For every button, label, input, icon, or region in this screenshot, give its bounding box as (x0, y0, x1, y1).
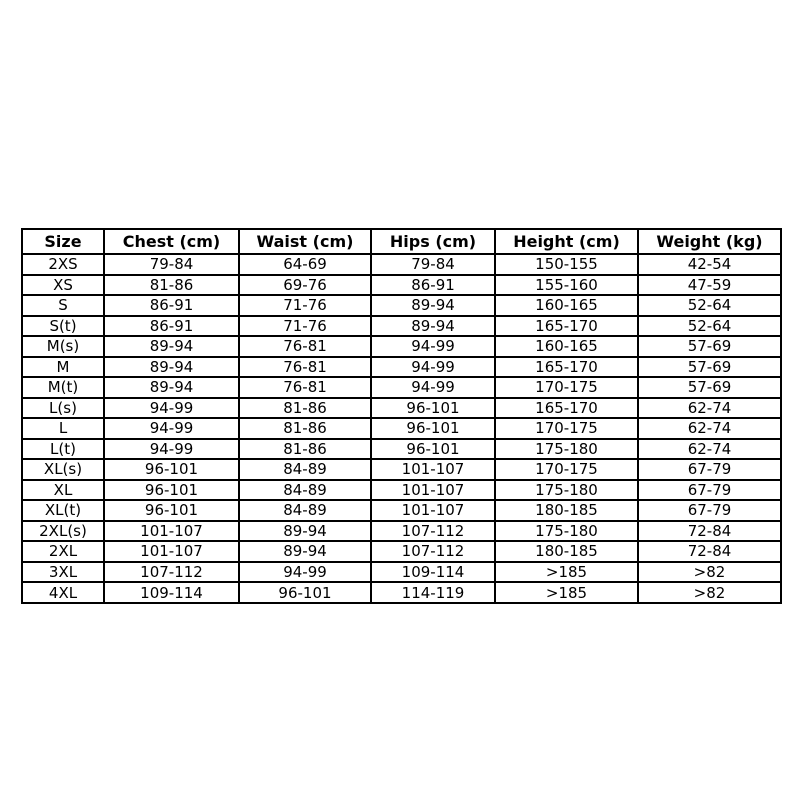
column-header-size: Size (22, 229, 104, 254)
size-label-cell: XS (22, 275, 104, 296)
measurement-cell: 84-89 (239, 500, 371, 521)
table-row (22, 254, 781, 275)
measurement-cell: 96-101 (239, 582, 371, 603)
table-row (22, 439, 781, 460)
measurement-cell: 96-101 (371, 418, 495, 439)
measurement-cell: 165-170 (495, 316, 638, 337)
measurement-cell: 94-99 (104, 418, 239, 439)
table-body (22, 254, 781, 603)
measurement-cell: 79-84 (371, 254, 495, 275)
measurement-cell: 62-74 (638, 398, 781, 419)
measurement-cell: 89-94 (104, 336, 239, 357)
table-row (22, 357, 781, 378)
column-header-height-cm: Height (cm) (495, 229, 638, 254)
table-row (22, 521, 781, 542)
measurement-cell: 96-101 (371, 439, 495, 460)
size-label-cell: 2XL (22, 541, 104, 562)
measurement-cell: 160-165 (495, 295, 638, 316)
measurement-cell: >185 (495, 562, 638, 583)
measurement-cell: 180-185 (495, 541, 638, 562)
size-label-cell: XL(s) (22, 459, 104, 480)
size-label-cell: M(s) (22, 336, 104, 357)
table-row (22, 480, 781, 501)
measurement-cell: 165-170 (495, 357, 638, 378)
measurement-cell: 76-81 (239, 357, 371, 378)
table-row (22, 398, 781, 419)
table-row (22, 541, 781, 562)
measurement-cell: >82 (638, 562, 781, 583)
size-label-cell: S(t) (22, 316, 104, 337)
table-row (22, 295, 781, 316)
measurement-cell: 94-99 (239, 562, 371, 583)
measurement-cell: 89-94 (371, 316, 495, 337)
measurement-cell: 89-94 (104, 357, 239, 378)
measurement-cell: 96-101 (104, 480, 239, 501)
measurement-cell: >82 (638, 582, 781, 603)
measurement-cell: 76-81 (239, 336, 371, 357)
size-label-cell: 4XL (22, 582, 104, 603)
table-row (22, 275, 781, 296)
table-row (22, 316, 781, 337)
size-label-cell: XL (22, 480, 104, 501)
measurement-cell: 81-86 (104, 275, 239, 296)
measurement-cell: 94-99 (371, 377, 495, 398)
size-label-cell: S (22, 295, 104, 316)
measurement-cell: 94-99 (371, 357, 495, 378)
measurement-cell: 175-180 (495, 480, 638, 501)
size-label-cell: XL(t) (22, 500, 104, 521)
measurement-cell: 170-175 (495, 377, 638, 398)
measurement-cell: 175-180 (495, 439, 638, 460)
measurement-cell: 67-79 (638, 500, 781, 521)
measurement-cell: 89-94 (239, 521, 371, 542)
header-row (22, 229, 781, 254)
size-label-cell: 2XS (22, 254, 104, 275)
measurement-cell: 101-107 (104, 521, 239, 542)
measurement-cell: 64-69 (239, 254, 371, 275)
column-header-hips-cm: Hips (cm) (371, 229, 495, 254)
size-chart-table (21, 228, 782, 604)
measurement-cell: 67-79 (638, 459, 781, 480)
measurement-cell: 81-86 (239, 418, 371, 439)
measurement-cell: 76-81 (239, 377, 371, 398)
size-label-cell: M(t) (22, 377, 104, 398)
measurement-cell: 107-112 (371, 521, 495, 542)
table-row (22, 336, 781, 357)
measurement-cell: 86-91 (371, 275, 495, 296)
column-header-weight-kg: Weight (kg) (638, 229, 781, 254)
measurement-cell: 79-84 (104, 254, 239, 275)
measurement-cell: 96-101 (371, 398, 495, 419)
measurement-cell: 94-99 (104, 439, 239, 460)
measurement-cell: 96-101 (104, 459, 239, 480)
measurement-cell: 96-101 (104, 500, 239, 521)
size-label-cell: L(t) (22, 439, 104, 460)
size-label-cell: 3XL (22, 562, 104, 583)
column-header-waist-cm: Waist (cm) (239, 229, 371, 254)
measurement-cell: 57-69 (638, 377, 781, 398)
measurement-cell: 71-76 (239, 316, 371, 337)
table-row (22, 582, 781, 603)
measurement-cell: 84-89 (239, 480, 371, 501)
measurement-cell: 150-155 (495, 254, 638, 275)
measurement-cell: 57-69 (638, 357, 781, 378)
measurement-cell: 170-175 (495, 418, 638, 439)
measurement-cell: 114-119 (371, 582, 495, 603)
size-label-cell: L(s) (22, 398, 104, 419)
measurement-cell: 89-94 (239, 541, 371, 562)
measurement-cell: 72-84 (638, 541, 781, 562)
measurement-cell: 109-114 (104, 582, 239, 603)
measurement-cell: 109-114 (371, 562, 495, 583)
measurement-cell: 155-160 (495, 275, 638, 296)
measurement-cell: 81-86 (239, 398, 371, 419)
measurement-cell: 67-79 (638, 480, 781, 501)
measurement-cell: 86-91 (104, 316, 239, 337)
measurement-cell: 94-99 (371, 336, 495, 357)
measurement-cell: 89-94 (104, 377, 239, 398)
measurement-cell: 160-165 (495, 336, 638, 357)
measurement-cell: 62-74 (638, 439, 781, 460)
measurement-cell: 81-86 (239, 439, 371, 460)
size-label-cell: L (22, 418, 104, 439)
measurement-cell: 47-59 (638, 275, 781, 296)
measurement-cell: 165-170 (495, 398, 638, 419)
measurement-cell: 42-54 (638, 254, 781, 275)
measurement-cell: 62-74 (638, 418, 781, 439)
measurement-cell: 89-94 (371, 295, 495, 316)
table-row (22, 500, 781, 521)
measurement-cell: 86-91 (104, 295, 239, 316)
measurement-cell: 94-99 (104, 398, 239, 419)
measurement-cell: >185 (495, 582, 638, 603)
measurement-cell: 107-112 (104, 562, 239, 583)
table-row (22, 377, 781, 398)
size-label-cell: M (22, 357, 104, 378)
measurement-cell: 72-84 (638, 521, 781, 542)
measurement-cell: 170-175 (495, 459, 638, 480)
measurement-cell: 57-69 (638, 336, 781, 357)
measurement-cell: 101-107 (371, 459, 495, 480)
table-row (22, 562, 781, 583)
size-label-cell: 2XL(s) (22, 521, 104, 542)
measurement-cell: 101-107 (104, 541, 239, 562)
measurement-cell: 101-107 (371, 500, 495, 521)
measurement-cell: 101-107 (371, 480, 495, 501)
measurement-cell: 71-76 (239, 295, 371, 316)
measurement-cell: 180-185 (495, 500, 638, 521)
table-row (22, 418, 781, 439)
measurement-cell: 52-64 (638, 316, 781, 337)
measurement-cell: 107-112 (371, 541, 495, 562)
measurement-cell: 52-64 (638, 295, 781, 316)
measurement-cell: 84-89 (239, 459, 371, 480)
measurement-cell: 69-76 (239, 275, 371, 296)
column-header-chest-cm: Chest (cm) (104, 229, 239, 254)
measurement-cell: 175-180 (495, 521, 638, 542)
table-row (22, 459, 781, 480)
